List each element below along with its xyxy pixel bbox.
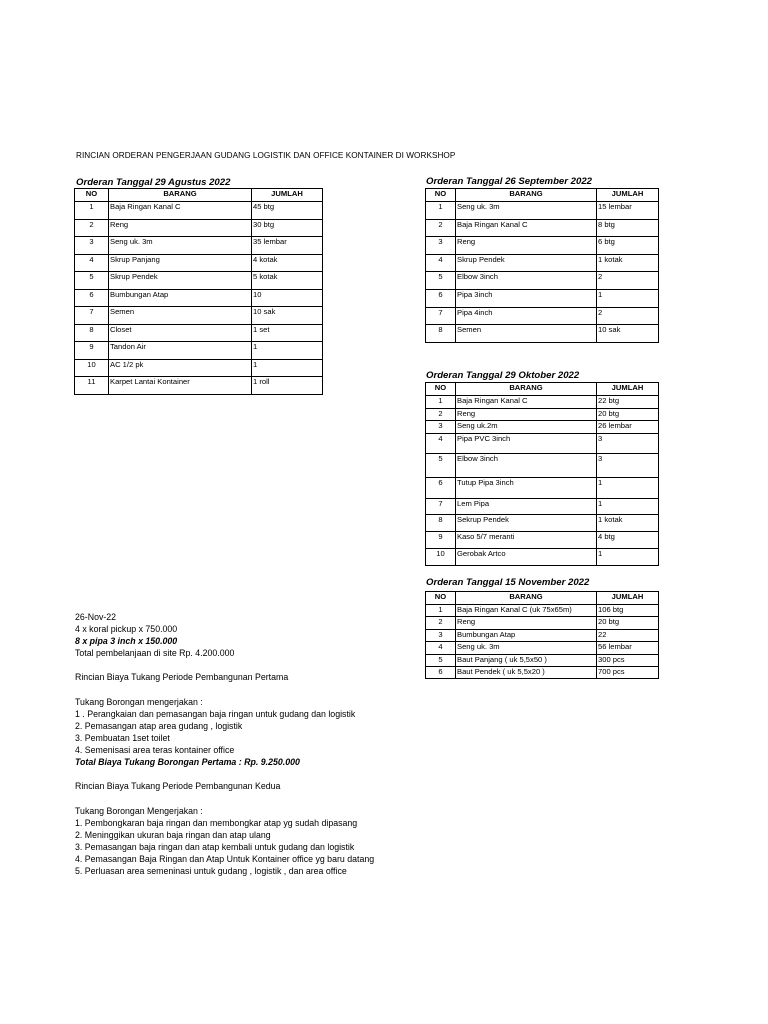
cell-jumlah: 30 btg — [252, 219, 323, 237]
cell-no: 7 — [426, 307, 456, 325]
table-row — [426, 307, 659, 325]
cell-no: 5 — [75, 272, 109, 290]
cell-barang: Sekrup Pendek — [456, 515, 597, 532]
cell-jumlah: 1 kotak — [597, 254, 659, 272]
cell-jumlah: 26 lembar — [597, 421, 659, 434]
cell-no: 8 — [426, 325, 456, 343]
cell-barang: Semen — [456, 325, 597, 343]
cell-no: 4 — [426, 642, 456, 654]
header-no: NO — [426, 592, 456, 605]
cell-no: 7 — [426, 498, 456, 515]
cell-barang: Semen — [109, 307, 252, 325]
table-row — [426, 202, 659, 220]
order-caption-aug: Orderan Tanggal 29 Agustus 2022 — [76, 177, 231, 188]
cell-barang: Baut Pendek ( uk 5,5x20 ) — [456, 666, 597, 678]
cell-no: 6 — [426, 478, 456, 499]
cell-jumlah: 10 sak — [597, 325, 659, 343]
cell-no: 1 — [75, 202, 109, 220]
cell-jumlah: 6 btg — [597, 237, 659, 255]
cell-barang: Pipa PVC 3inch — [456, 433, 597, 454]
borongan2-title: Tukang Borongan Mengerjakan : — [75, 805, 203, 816]
cell-barang: Reng — [456, 408, 597, 421]
cell-jumlah: 20 btg — [597, 617, 659, 629]
cell-jumlah: 1 roll — [252, 377, 323, 395]
cell-no: 1 — [426, 605, 456, 617]
cell-barang: Baja Ringan Kanal C — [456, 219, 597, 237]
header-no: NO — [75, 189, 109, 202]
cell-jumlah: 10 — [252, 289, 323, 307]
cell-barang: Karpet Lantai Kontainer — [109, 377, 252, 395]
table-header-row — [75, 189, 323, 202]
cell-no: 6 — [426, 289, 456, 307]
order-caption-sep: Orderan Tanggal 26 September 2022 — [426, 176, 593, 187]
cell-jumlah: 3 — [597, 454, 659, 478]
table-row — [426, 408, 659, 421]
table-row — [75, 237, 323, 255]
cell-barang: Kaso 5/7 meranti — [456, 532, 597, 549]
table-row — [426, 498, 659, 515]
notes-line-koral: 4 x koral pickup x 750.000 — [75, 624, 178, 635]
table-row — [426, 666, 659, 678]
table-row — [426, 421, 659, 434]
cell-barang: Reng — [109, 219, 252, 237]
table-row — [75, 219, 323, 237]
borongan2-item: 5. Perluasan area semeninasi untuk gudang , logistik , dan area office — [75, 865, 347, 876]
header-jumlah: JUMLAH — [597, 383, 659, 396]
borongan1-item: 4. Semenisasi area teras kontainer office — [75, 745, 235, 756]
notes-date: 26-Nov-22 — [75, 612, 117, 622]
cell-barang: Pipa 4inch — [456, 307, 597, 325]
cell-barang: Skrup Pendek — [456, 254, 597, 272]
table-row — [75, 202, 323, 220]
cell-barang: AC 1/2 pk — [109, 359, 252, 377]
cell-no: 5 — [426, 272, 456, 290]
cell-jumlah: 20 btg — [597, 408, 659, 421]
borongan2-item: 2. Meninggikan ukuran baja ringan dan atap ulang — [75, 829, 271, 840]
table-row — [426, 654, 659, 666]
cell-jumlah: 106 btg — [597, 605, 659, 617]
cell-barang: Pipa 3inch — [456, 289, 597, 307]
cell-jumlah: 22 — [597, 629, 659, 641]
cell-barang: Bumbungan Atap — [109, 289, 252, 307]
cell-barang: Baja Ringan Kanal C — [456, 396, 597, 409]
order-table-aug — [74, 188, 323, 395]
table-row — [426, 254, 659, 272]
cell-no: 2 — [426, 408, 456, 421]
cell-no: 9 — [426, 532, 456, 549]
notes-line-pipa: 8 x pipa 3 inch x 150.000 — [75, 636, 178, 647]
cell-no: 4 — [426, 254, 456, 272]
cell-jumlah: 8 btg — [597, 219, 659, 237]
order-caption-oct: Orderan Tanggal 29 Oktober 2022 — [426, 370, 580, 381]
cell-jumlah: 4 btg — [597, 532, 659, 549]
table-row — [426, 617, 659, 629]
cell-barang: Baja Ringan Kanal C (uk 75x65m) — [456, 605, 597, 617]
cell-jumlah: 2 — [597, 307, 659, 325]
cell-no: 7 — [75, 307, 109, 325]
cell-barang: Seng uk. 3m — [109, 237, 252, 255]
order-table-sep — [425, 188, 659, 343]
cell-jumlah: 1 — [597, 478, 659, 499]
cell-no: 6 — [75, 289, 109, 307]
table-header-row — [426, 383, 659, 396]
table-header-row — [426, 592, 659, 605]
cell-jumlah: 45 btg — [252, 202, 323, 220]
borongan1-title: Tukang Borongan mengerjakan : — [75, 696, 203, 707]
cell-no: 4 — [75, 254, 109, 272]
cell-barang: Seng uk.2m — [456, 421, 597, 434]
cell-barang: Baut Panjang ( uk 5,5x50 ) — [456, 654, 597, 666]
table-row — [426, 454, 659, 478]
table-row — [75, 359, 323, 377]
header-jumlah: JUMLAH — [252, 189, 323, 202]
cell-barang: Reng — [456, 237, 597, 255]
cell-no: 1 — [426, 202, 456, 220]
cell-no: 11 — [75, 377, 109, 395]
cell-no: 5 — [426, 654, 456, 666]
cell-barang: Reng — [456, 617, 597, 629]
borongan2-item: 3. Pemasangan baja ringan dan atap kembali untuk gudang dan logistik — [75, 841, 355, 852]
notes-section — [75, 611, 374, 877]
borongan1-item: 2. Pemasangan atap area gudang , logistik — [75, 720, 243, 731]
cell-jumlah: 700 pcs — [597, 666, 659, 678]
table-row — [426, 325, 659, 343]
cell-barang: Tutup Pipa 3inch — [456, 478, 597, 499]
table-header-row — [426, 189, 659, 202]
cell-barang: Baja Ringan Kanal C — [109, 202, 252, 220]
cell-no: 6 — [426, 666, 456, 678]
table-row — [426, 433, 659, 454]
cell-jumlah: 5 kotak — [252, 272, 323, 290]
borongan2-item: 4. Pemasangan Baja Ringan dan Atap Untuk Kontainer office yg baru datang — [75, 853, 375, 864]
table-row — [75, 272, 323, 290]
cell-jumlah: 1 — [252, 342, 323, 360]
periode2-title: Rincian Biaya Tukang Periode Pembangunan Kedua — [75, 781, 281, 792]
cell-barang: Skrup Panjang — [109, 254, 252, 272]
cell-barang: Seng uk. 3m — [456, 202, 597, 220]
cell-no: 3 — [75, 237, 109, 255]
cell-no: 2 — [75, 219, 109, 237]
cell-barang: Gerobak Artco — [456, 549, 597, 566]
table-row — [75, 254, 323, 272]
table-row — [426, 549, 659, 566]
borongan2-item: 1. Pembongkaran baja ringan dan membongkar atap yg sudah dipasang — [75, 817, 358, 828]
cell-no: 8 — [75, 324, 109, 342]
cell-jumlah: 3 — [597, 433, 659, 454]
header-no: NO — [426, 383, 456, 396]
cell-no: 1 — [426, 396, 456, 409]
order-table-nov — [425, 591, 659, 679]
table-row — [426, 532, 659, 549]
borongan1-item: 3. Pembuatan 1set toilet — [75, 732, 170, 743]
document-title: RINCIAN ORDERAN PENGERJAAN GUDANG LOGISTIK DAN OFFICE KONTAINER DI WORKSHOP — [76, 151, 456, 160]
cell-jumlah: 1 — [597, 549, 659, 566]
table-row — [426, 289, 659, 307]
cell-barang: Seng uk. 3m — [456, 642, 597, 654]
periode1-title: Rincian Biaya Tukang Periode Pembangunan Pertama — [75, 672, 289, 683]
cell-barang: Closet — [109, 324, 252, 342]
cell-no: 8 — [426, 515, 456, 532]
table-row — [426, 605, 659, 617]
order-caption-nov: Orderan Tanggal 15 November 2022 — [426, 577, 590, 588]
cell-jumlah: 1 set — [252, 324, 323, 342]
table-row — [75, 377, 323, 395]
cell-no: 10 — [426, 549, 456, 566]
cell-jumlah: 10 sak — [252, 307, 323, 325]
cell-no: 3 — [426, 237, 456, 255]
cell-jumlah: 1 — [252, 359, 323, 377]
cell-barang: Tandon Air — [109, 342, 252, 360]
cell-no: 3 — [426, 629, 456, 641]
cell-jumlah: 15 lembar — [597, 202, 659, 220]
cell-barang: Bumbungan Atap — [456, 629, 597, 641]
cell-barang: Lem Pipa — [456, 498, 597, 515]
table-row — [426, 396, 659, 409]
header-barang: BARANG — [456, 189, 597, 202]
header-no: NO — [426, 189, 456, 202]
cell-no: 10 — [75, 359, 109, 377]
header-barang: BARANG — [109, 189, 252, 202]
cell-jumlah: 2 — [597, 272, 659, 290]
borongan1-item: 1 . Perangkaian dan pemasangan baja ringan untuk gudang dan logistik — [75, 708, 356, 719]
order-table-oct — [425, 382, 659, 566]
table-row — [75, 342, 323, 360]
cell-jumlah: 300 pcs — [597, 654, 659, 666]
table-row — [426, 272, 659, 290]
header-jumlah: JUMLAH — [597, 592, 659, 605]
cell-jumlah: 22 btg — [597, 396, 659, 409]
table-row — [426, 515, 659, 532]
cell-jumlah: 1 — [597, 289, 659, 307]
cell-jumlah: 1 — [597, 498, 659, 515]
table-row — [75, 324, 323, 342]
cell-no: 2 — [426, 617, 456, 629]
table-row — [426, 478, 659, 499]
table-row — [75, 289, 323, 307]
cell-jumlah: 1 kotak — [597, 515, 659, 532]
table-row — [426, 219, 659, 237]
table-row — [75, 307, 323, 325]
borongan1-total: Total Biaya Tukang Borongan Pertama : Rp. 9.250.000 — [75, 757, 300, 768]
header-barang: BARANG — [456, 592, 597, 605]
table-row — [426, 642, 659, 654]
table-row — [426, 237, 659, 255]
cell-no: 5 — [426, 454, 456, 478]
cell-no: 9 — [75, 342, 109, 360]
header-barang: BARANG — [456, 383, 597, 396]
notes-total-site: Total pembelanjaan di site Rp. 4.200.000 — [75, 648, 235, 659]
cell-jumlah: 56 lembar — [597, 642, 659, 654]
cell-jumlah: 35 lembar — [252, 237, 323, 255]
cell-no: 3 — [426, 421, 456, 434]
cell-barang: Elbow 3inch — [456, 454, 597, 478]
cell-barang: Elbow 3inch — [456, 272, 597, 290]
cell-jumlah: 4 kotak — [252, 254, 323, 272]
header-jumlah: JUMLAH — [597, 189, 659, 202]
cell-barang: Skrup Pendek — [109, 272, 252, 290]
cell-no: 4 — [426, 433, 456, 454]
cell-no: 2 — [426, 219, 456, 237]
table-row — [426, 629, 659, 641]
